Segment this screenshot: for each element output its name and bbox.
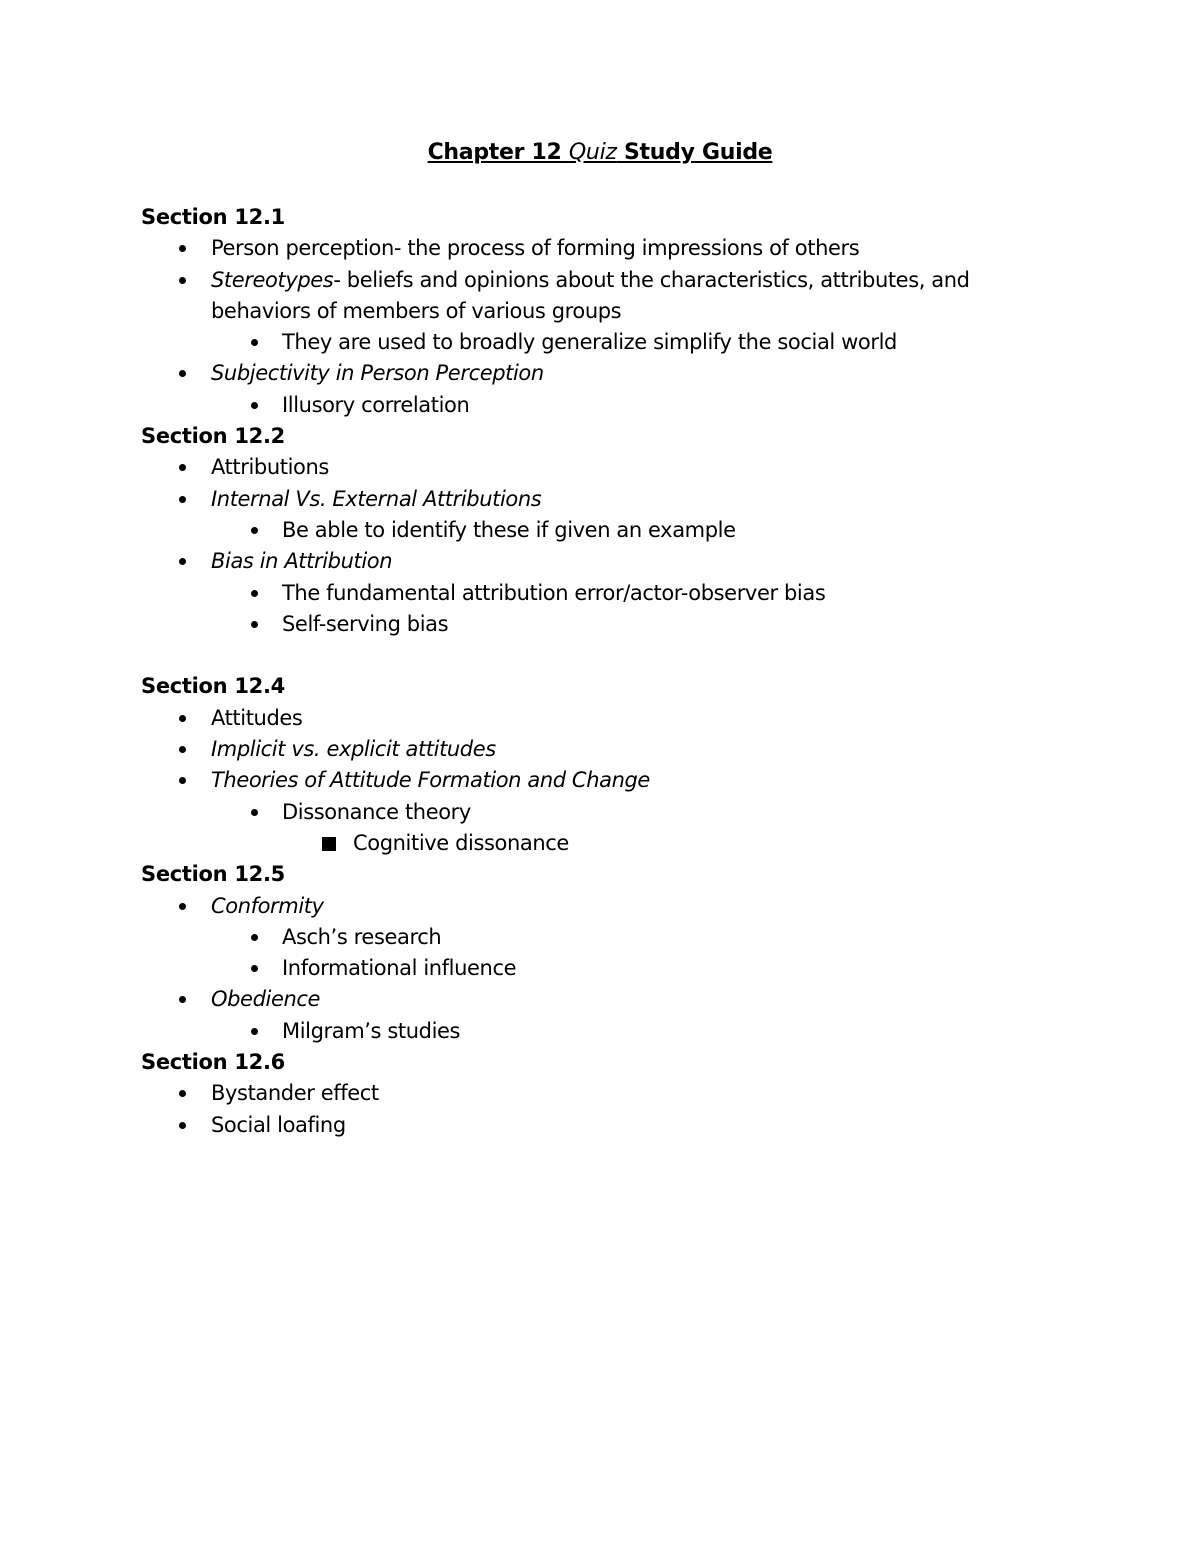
- bullet-dot: [179, 464, 186, 471]
- bullet-dot: [179, 1122, 186, 1129]
- bullet-dot: [179, 496, 186, 503]
- list-item: [141, 265, 1041, 328]
- title-part-2: Study Guide: [624, 140, 773, 165]
- list-item: Cognitive dissonance: [141, 828, 1041, 859]
- list-item: Person perception- the process of forming impressions of others: [141, 233, 1041, 264]
- bullet-square: [322, 837, 336, 851]
- section-12-1-heading: Section 12.1: [141, 205, 285, 229]
- list-item: Illusory correlation: [141, 390, 1041, 421]
- section-12-2-heading: Section 12.2: [141, 424, 285, 449]
- section-12-5-heading: Section 12.5: [141, 862, 285, 887]
- bullet-dot: [251, 527, 258, 534]
- list-item: Be able to identify these if given an example: [141, 515, 1041, 546]
- bullet-dot: [179, 370, 186, 377]
- bullet-dot: [179, 558, 186, 565]
- list-item: Subjectivity in Person Perception: [141, 358, 1041, 389]
- bullet-dot: [179, 1090, 186, 1097]
- list-item: Informational influence: [141, 953, 1041, 984]
- list-item: Self-serving bias: [141, 609, 1041, 640]
- list-item: Internal Vs. External Attributions: [141, 484, 1041, 515]
- bullet-dot: [179, 277, 186, 284]
- bullet-dot: [251, 1028, 258, 1035]
- bullet-dot: [179, 715, 186, 722]
- list-item: Conformity: [141, 891, 1041, 922]
- bullet-dot: [251, 621, 258, 628]
- list-item: Attributions: [141, 452, 1041, 483]
- list-item: Milgram’s studies: [141, 1016, 1041, 1047]
- list-item: Bias in Attribution: [141, 546, 1041, 577]
- document-title: [0, 140, 1200, 165]
- list-item: Implicit vs. explicit attitudes: [141, 734, 1041, 765]
- list-item: Dissonance theory: [141, 797, 1041, 828]
- list-item: Obedience: [141, 984, 1041, 1015]
- bullet-dot: [179, 746, 186, 753]
- list-item: They are used to broadly generalize simplify the social world: [141, 327, 1041, 358]
- study-guide-content: [141, 202, 1041, 1141]
- bullet-dot: [179, 245, 186, 252]
- title-part-1: Chapter 12: [427, 140, 562, 165]
- definition-stereotypes: - beliefs and opinions about the characteristics, attributes, and behaviors of members of various groups: [211, 267, 970, 323]
- section-12-6-heading: Section 12.6: [141, 1050, 285, 1075]
- bullet-dot: [179, 903, 186, 910]
- bullet-dot: [251, 965, 258, 972]
- blank-line: [141, 640, 1041, 671]
- list-item: Theories of Attitude Formation and Change: [141, 765, 1041, 796]
- bullet-dot: [251, 339, 258, 346]
- title-italic: Quiz: [568, 140, 617, 165]
- list-item: Social loafing: [141, 1110, 1041, 1141]
- bullet-dot: [251, 934, 258, 941]
- term-stereotypes: Stereotypes: [211, 267, 334, 292]
- list-item: Bystander effect: [141, 1078, 1041, 1109]
- list-item: Asch’s research: [141, 922, 1041, 953]
- bullet-dot: [251, 809, 258, 816]
- list-item: Attitudes: [141, 703, 1041, 734]
- bullet-dot: [251, 590, 258, 597]
- bullet-dot: [179, 777, 186, 784]
- bullet-dot: [179, 996, 186, 1003]
- bullet-dot: [251, 402, 258, 409]
- section-12-4-heading: Section 12.4: [141, 674, 285, 699]
- list-item: The fundamental attribution error/actor-observer bias: [141, 578, 1041, 609]
